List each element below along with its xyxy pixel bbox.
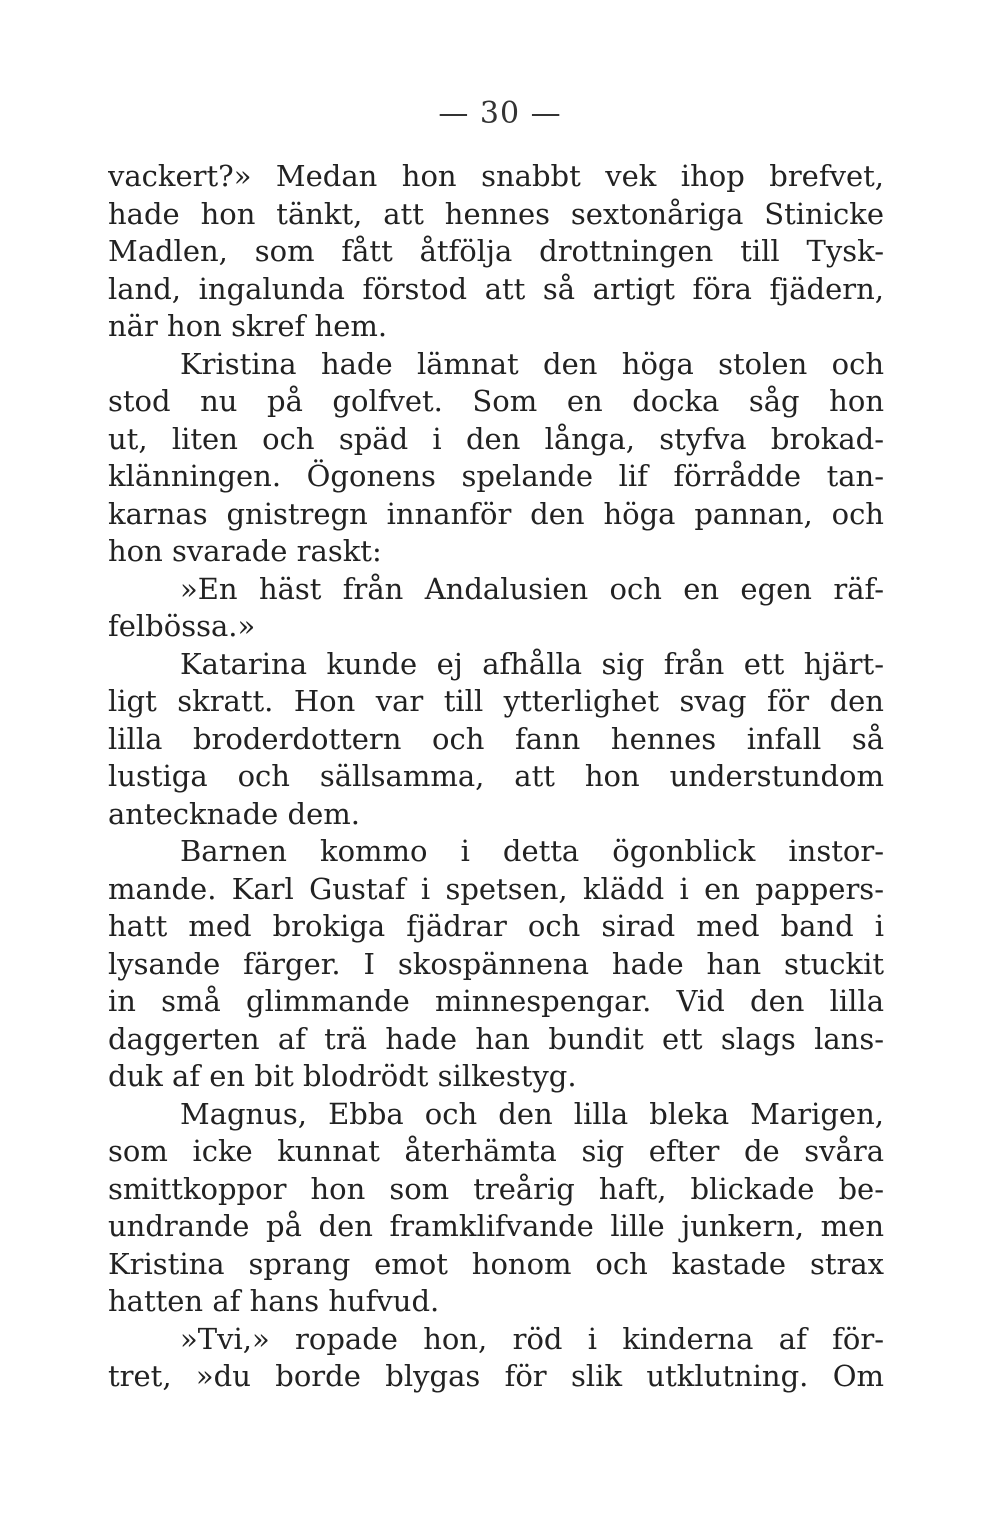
text-line: som icke kunnat återhämta sig efter de svåra bbox=[108, 1134, 884, 1168]
text-line: hade hon tänkt, att hennes sextonåriga Stinicke bbox=[108, 196, 884, 231]
text-line: in små glimmande minnespengar. Vid den lilla bbox=[108, 984, 884, 1018]
text-line: undrande på den framklifvande lille junkern, men bbox=[108, 1209, 884, 1243]
text-line: Magnus, Ebba och den lilla bleka Marigen, bbox=[180, 1096, 884, 1131]
text-line: smittkoppor hon som treårig haft, blickade be- bbox=[108, 1171, 884, 1206]
text-line: Kristina sprang emot honom och kastade strax bbox=[108, 1246, 884, 1281]
text-line: antecknade dem. bbox=[108, 796, 360, 831]
text-line: lysande färger. I skospännena hade han stuckit bbox=[108, 946, 884, 981]
text-line: daggerten af trä hade han bundit ett slags lans- bbox=[108, 1021, 884, 1056]
text-line: hatten af hans hufvud. bbox=[108, 1284, 440, 1318]
text-line: felbössa.» bbox=[108, 609, 256, 643]
text-line: tret, »du borde blygas för slik utklutning. Om bbox=[108, 1359, 884, 1393]
text-line: Katarina kunde ej afhålla sig från ett hjärt- bbox=[180, 646, 884, 681]
text-line: Barnen kommo i detta ögonblick instor- bbox=[180, 834, 884, 868]
text-line: karnas gnistregn innanför den höga pannan, och bbox=[108, 496, 884, 531]
text-line: klänningen. Ögonens spelande lif förrådde tan- bbox=[108, 459, 884, 493]
page-number: — 30 — bbox=[438, 96, 562, 131]
text-line: hatt med brokiga fjädrar och sirad med band i bbox=[108, 909, 884, 943]
text-line: land, ingalunda förstod att så artigt föra fjädern, bbox=[108, 271, 884, 306]
text-line: vackert?» Medan hon snabbt vek ihop brefvet, bbox=[108, 159, 884, 193]
text-line: »Tvi,» ropade hon, röd i kinderna af för- bbox=[180, 1321, 884, 1356]
text-line: stod nu på golfvet. Som en docka såg hon bbox=[108, 384, 884, 418]
text-line: ligt skratt. Hon var till ytterlighet svag för den bbox=[108, 684, 884, 718]
text-line: Kristina hade lämnat den höga stolen och bbox=[180, 346, 884, 381]
text-line: lustiga och sällsamma, att hon understundom bbox=[108, 759, 884, 793]
text-line: »En häst från Andalusien och en egen räf- bbox=[180, 571, 884, 606]
text-line: när hon skref hem. bbox=[108, 309, 388, 343]
text-line: duk af en bit blodrödt silkestyg. bbox=[108, 1059, 577, 1093]
text-line: lilla broderdottern och fann hennes infall så bbox=[108, 721, 884, 756]
text-line: Madlen, som fått åtfölja drottningen till Tysk- bbox=[108, 234, 884, 268]
text-line: mande. Karl Gustaf i spetsen, klädd i en pappers- bbox=[108, 871, 884, 906]
body-text bbox=[108, 158, 884, 1396]
text-line: ut, liten och späd i den långa, styfva brokad- bbox=[108, 421, 884, 456]
text-line: hon svarade raskt: bbox=[108, 534, 382, 568]
